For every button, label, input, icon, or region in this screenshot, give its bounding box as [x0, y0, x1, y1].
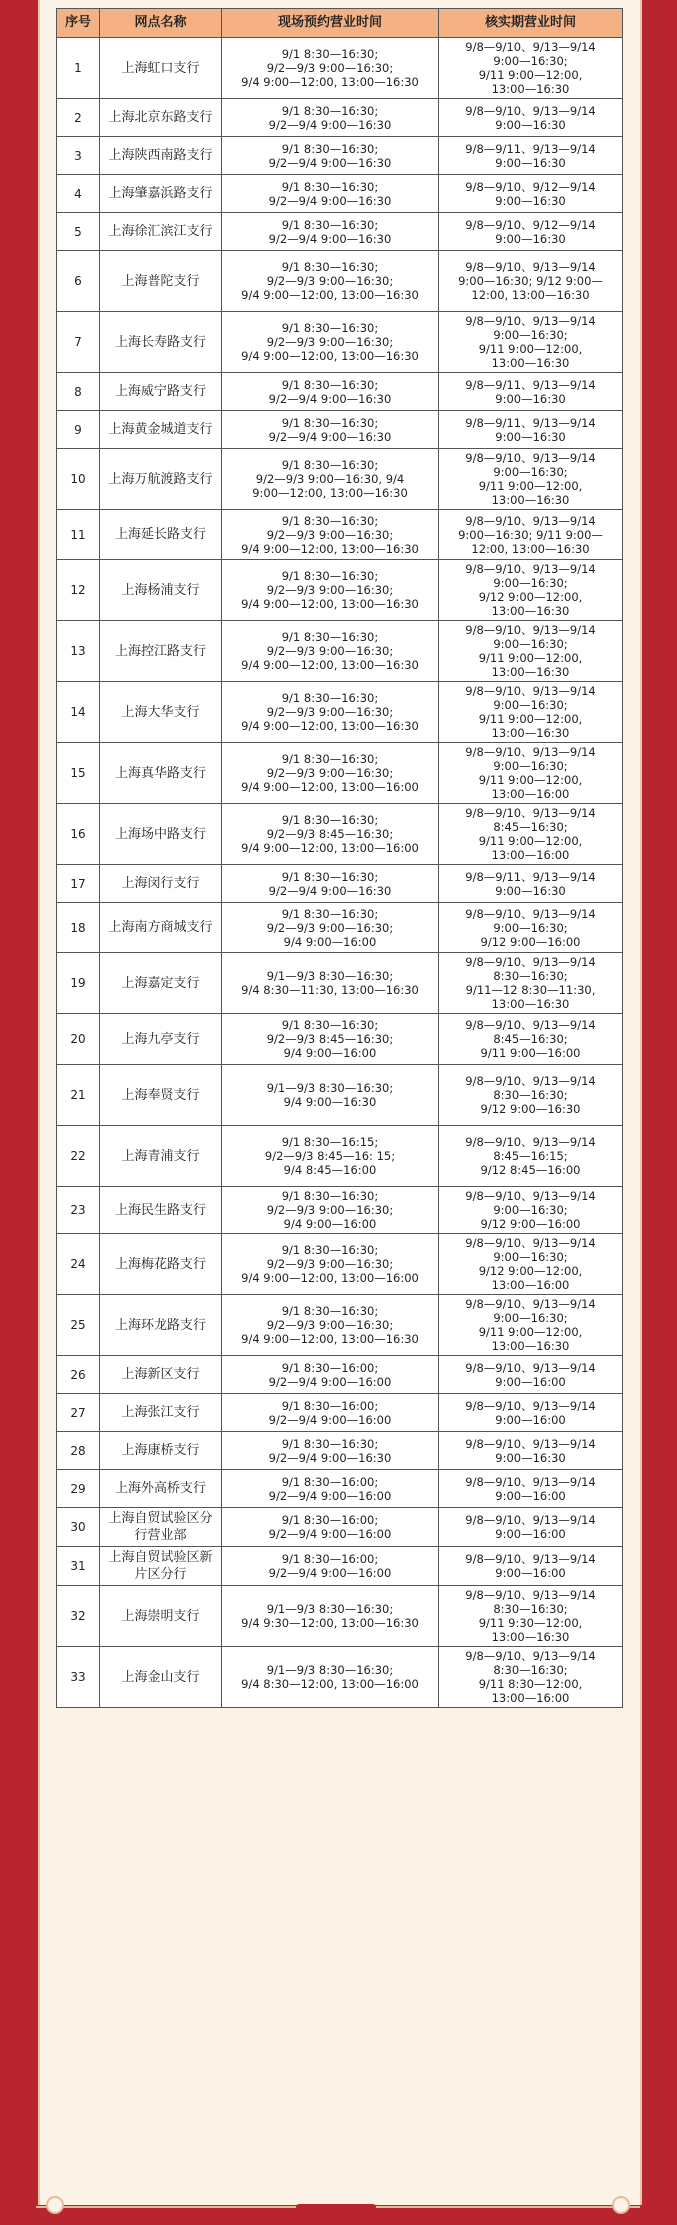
onsite-hours: 9/1 8:30—16:30; 9/2—9/3 9:00—16:30; 9/4 9:00—12:00, 13:00—16:00: [222, 743, 439, 804]
row-index: 6: [57, 251, 100, 312]
branch-name: 上海梅花路支行: [100, 1234, 222, 1295]
onsite-hours: 9/1 8:30—16:00; 9/2—9/4 9:00—16:00: [222, 1356, 439, 1394]
branch-name: 上海陕西南路支行: [100, 137, 222, 175]
verification-hours: 9/8—9/10、9/13—9/14 9:00—16:30; 9/11 9:00—12:00, 13:00—16:30: [439, 449, 623, 510]
table-row: [57, 137, 623, 175]
verification-hours: 9/8—9/10、9/13—9/14 9:00—16:30; 9/12 9:00—12:00, 13:00—16:00: [439, 1234, 623, 1295]
verification-hours: 9/8—9/10、9/13—9/14 9:00—16:30; 9/11 9:00—12:00, 13:00—16:30: [439, 621, 623, 682]
verification-hours: 9/8—9/10、9/12—9/14 9:00—16:30: [439, 175, 623, 213]
row-index: 19: [57, 953, 100, 1014]
branch-name: 上海万航渡路支行: [100, 449, 222, 510]
table-row: [57, 743, 623, 804]
branch-name: 上海南方商城支行: [100, 903, 222, 953]
branch-name: 上海杨浦支行: [100, 560, 222, 621]
table-row: [57, 1356, 623, 1394]
verification-hours: 9/8—9/10、9/13—9/14 9:00—16:00: [439, 1470, 623, 1508]
table-row: [57, 449, 623, 510]
branch-name: 上海九亭支行: [100, 1014, 222, 1065]
row-index: 7: [57, 312, 100, 373]
verification-hours: 9/8—9/10、9/13—9/14 8:30—16:30; 9/12 9:00—16:30: [439, 1065, 623, 1126]
table-row: [57, 510, 623, 560]
table-body: [57, 38, 623, 1708]
row-index: 14: [57, 682, 100, 743]
verification-hours: 9/8—9/10、9/13—9/14 9:00—16:30; 9/12 9:00—16:00: [439, 903, 623, 953]
right-curl-ornament: [612, 2196, 630, 2214]
row-index: 23: [57, 1187, 100, 1234]
onsite-hours: 9/1 8:30—16:30; 9/2—9/4 9:00—16:30: [222, 1432, 439, 1470]
onsite-hours: 9/1 8:30—16:30; 9/2—9/3 9:00—16:30; 9/4 9:00—12:00, 13:00—16:00: [222, 1234, 439, 1295]
verification-hours: 9/8—9/10、9/13—9/14 9:00—16:00: [439, 1547, 623, 1586]
branch-name: 上海大华支行: [100, 682, 222, 743]
onsite-hours: 9/1—9/3 8:30—16:30; 9/4 9:00—16:30: [222, 1065, 439, 1126]
onsite-hours: 9/1 8:30—16:00; 9/2—9/4 9:00—16:00: [222, 1394, 439, 1432]
onsite-hours: 9/1 8:30—16:30; 9/2—9/3 9:00—16:30; 9/4 9:00—12:00, 13:00—16:30: [222, 621, 439, 682]
row-index: 15: [57, 743, 100, 804]
row-index: 32: [57, 1586, 100, 1647]
verification-hours: 9/8—9/10、9/13—9/14 9:00—16:30; 9/12 9:00—16:00: [439, 1187, 623, 1234]
row-index: 27: [57, 1394, 100, 1432]
table-row: [57, 1065, 623, 1126]
header-index: 序号: [57, 9, 100, 38]
row-index: 11: [57, 510, 100, 560]
branch-name: 上海自贸试验区新片区分行: [100, 1547, 222, 1586]
branch-name: 上海普陀支行: [100, 251, 222, 312]
verification-hours: 9/8—9/10、9/13—9/14 9:00—16:30; 9/11 9:00— 12:00, 13:00—16:30: [439, 510, 623, 560]
onsite-hours: 9/1 8:30—16:30; 9/2—9/3 9:00—16:30; 9/4 9:00—16:00: [222, 1187, 439, 1234]
onsite-hours: 9/1 8:30—16:30; 9/2—9/3 9:00—16:30; 9/4 9:00—12:00, 13:00—16:30: [222, 560, 439, 621]
table-row: [57, 560, 623, 621]
row-index: 13: [57, 621, 100, 682]
header-onsite-hours: 现场预约营业时间: [222, 9, 439, 38]
table-row: [57, 682, 623, 743]
verification-hours: 9/8—9/10、9/13—9/14 9:00—16:00: [439, 1356, 623, 1394]
verification-hours: 9/8—9/10、9/13—9/14 9:00—16:00: [439, 1394, 623, 1432]
onsite-hours: 9/1—9/3 8:30—16:30; 9/4 8:30—12:00, 13:00—16:00: [222, 1647, 439, 1708]
row-index: 10: [57, 449, 100, 510]
branch-name: 上海环龙路支行: [100, 1295, 222, 1356]
row-index: 29: [57, 1470, 100, 1508]
verification-hours: 9/8—9/11、9/13—9/14 9:00—16:30: [439, 411, 623, 449]
branch-name: 上海外高桥支行: [100, 1470, 222, 1508]
verification-hours: 9/8—9/10、9/13—9/14 9:00—16:30: [439, 99, 623, 137]
row-index: 2: [57, 99, 100, 137]
row-index: 5: [57, 213, 100, 251]
branch-name: 上海自贸试验区分行营业部: [100, 1508, 222, 1547]
onsite-hours: 9/1 8:30—16:30; 9/2—9/3 9:00—16:30; 9/4 9:00—16:00: [222, 903, 439, 953]
row-index: 25: [57, 1295, 100, 1356]
row-index: 31: [57, 1547, 100, 1586]
onsite-hours: 9/1 8:30—16:30; 9/2—9/4 9:00—16:30: [222, 99, 439, 137]
branch-name: 上海虹口支行: [100, 38, 222, 99]
branch-name: 上海嘉定支行: [100, 953, 222, 1014]
verification-hours: 9/8—9/11、9/13—9/14 9:00—16:30: [439, 373, 623, 411]
branch-name: 上海肇嘉浜路支行: [100, 175, 222, 213]
onsite-hours: 9/1 8:30—16:30; 9/2—9/4 9:00—16:30: [222, 411, 439, 449]
verification-hours: 9/8—9/10、9/13—9/14 8:30—16:30; 9/11—12 8:30—11:30, 13:00—16:30: [439, 953, 623, 1014]
verification-hours: 9/8—9/10、9/13—9/14 9:00—16:30; 9/11 9:00—12:00, 13:00—16:30: [439, 682, 623, 743]
row-index: 26: [57, 1356, 100, 1394]
table-row: [57, 1508, 623, 1547]
verification-hours: 9/8—9/10、9/12—9/14 9:00—16:30: [439, 213, 623, 251]
onsite-hours: 9/1 8:30—16:30; 9/2—9/3 9:00—16:30; 9/4 9:00—12:00, 13:00—16:30: [222, 312, 439, 373]
verification-hours: 9/8—9/10、9/13—9/14 9:00—16:30; 9/11 9:00—12:00, 13:00—16:30: [439, 312, 623, 373]
branch-name: 上海控江路支行: [100, 621, 222, 682]
branch-name: 上海崇明支行: [100, 1586, 222, 1647]
onsite-hours: 9/1 8:30—16:30; 9/2—9/3 9:00—16:30; 9/4 9:00—12:00, 13:00—16:30: [222, 1295, 439, 1356]
branch-name: 上海金山支行: [100, 1647, 222, 1708]
branch-name: 上海青浦支行: [100, 1126, 222, 1187]
row-index: 17: [57, 865, 100, 903]
branch-name: 上海民生路支行: [100, 1187, 222, 1234]
verification-hours: 9/8—9/10、9/13—9/14 8:45—16:30; 9/11 9:00—12:00, 13:00—16:00: [439, 804, 623, 865]
onsite-hours: 9/1 8:30—16:30; 9/2—9/4 9:00—16:30: [222, 137, 439, 175]
table-row: [57, 804, 623, 865]
verification-hours: 9/8—9/11、9/13—9/14 9:00—16:30: [439, 865, 623, 903]
table-row: [57, 865, 623, 903]
branch-name: 上海黄金城道支行: [100, 411, 222, 449]
branch-name: 上海新区支行: [100, 1356, 222, 1394]
row-index: 9: [57, 411, 100, 449]
branch-name: 上海延长路支行: [100, 510, 222, 560]
row-index: 3: [57, 137, 100, 175]
verification-hours: 9/8—9/10、9/13—9/14 9:00—16:30; 9/11 9:00—12:00, 13:00—16:30: [439, 1295, 623, 1356]
branch-name: 上海奉贤支行: [100, 1065, 222, 1126]
row-index: 1: [57, 38, 100, 99]
table-row: [57, 213, 623, 251]
verification-hours: 9/8—9/10、9/13—9/14 8:45—16:15; 9/12 8:45—16:00: [439, 1126, 623, 1187]
row-index: 30: [57, 1508, 100, 1547]
table-row: [57, 373, 623, 411]
onsite-hours: 9/1 8:30—16:00; 9/2—9/4 9:00—16:00: [222, 1508, 439, 1547]
table-row: [57, 903, 623, 953]
verification-hours: 9/8—9/10、9/13—9/14 8:30—16:30; 9/11 9:30—12:00, 13:00—16:30: [439, 1586, 623, 1647]
onsite-hours: 9/1 8:30—16:00; 9/2—9/4 9:00—16:00: [222, 1547, 439, 1586]
onsite-hours: 9/1—9/3 8:30—16:30; 9/4 8:30—11:30, 13:00—16:30: [222, 953, 439, 1014]
verification-hours: 9/8—9/10、9/13—9/14 8:30—16:30; 9/11 8:30—12:00, 13:00—16:00: [439, 1647, 623, 1708]
table-row: [57, 312, 623, 373]
table-row: [57, 1295, 623, 1356]
branch-name: 上海徐汇滨江支行: [100, 213, 222, 251]
branch-name: 上海真华路支行: [100, 743, 222, 804]
row-index: 22: [57, 1126, 100, 1187]
verification-hours: 9/8—9/10、9/13—9/14 9:00—16:30; 9/11 9:00—12:00, 13:00—16:30: [439, 38, 623, 99]
table-row: [57, 251, 623, 312]
table-row: [57, 1470, 623, 1508]
row-index: 33: [57, 1647, 100, 1708]
row-index: 16: [57, 804, 100, 865]
table-row: [57, 1126, 623, 1187]
table-row: [57, 953, 623, 1014]
table-row: [57, 411, 623, 449]
row-index: 12: [57, 560, 100, 621]
onsite-hours: 9/1 8:30—16:30; 9/2—9/3 9:00—16:30; 9/4 9:00—12:00, 13:00—16:30: [222, 251, 439, 312]
onsite-hours: 9/1 8:30—16:30; 9/2—9/4 9:00—16:30: [222, 865, 439, 903]
verification-hours: 9/8—9/11、9/13—9/14 9:00—16:30: [439, 137, 623, 175]
table-row: [57, 1432, 623, 1470]
row-index: 21: [57, 1065, 100, 1126]
bottom-ornament: [36, 2192, 640, 2208]
verification-hours: 9/8—9/10、9/13—9/14 9:00—16:30; 9/11 9:00—12:00, 13:00—16:00: [439, 743, 623, 804]
onsite-hours: 9/1 8:30—16:30; 9/2—9/3 9:00—16:30, 9/4 9:00—12:00, 13:00—16:30: [222, 449, 439, 510]
left-curl-ornament: [46, 2196, 64, 2214]
branch-name: 上海康桥支行: [100, 1432, 222, 1470]
table-header-row: [57, 9, 623, 38]
table-row: [57, 1014, 623, 1065]
onsite-hours: 9/1 8:30—16:30; 9/2—9/4 9:00—16:30: [222, 373, 439, 411]
onsite-hours: 9/1 8:30—16:30; 9/2—9/4 9:00—16:30: [222, 213, 439, 251]
branch-name: 上海长寿路支行: [100, 312, 222, 373]
onsite-hours: 9/1 8:30—16:30; 9/2—9/3 9:00—16:30; 9/4 9:00—12:00, 13:00—16:30: [222, 682, 439, 743]
table-row: [57, 1234, 623, 1295]
onsite-hours: 9/1 8:30—16:30; 9/2—9/3 8:45—16:30; 9/4 9:00—12:00, 13:00—16:00: [222, 804, 439, 865]
onsite-hours: 9/1 8:30—16:00; 9/2—9/4 9:00—16:00: [222, 1470, 439, 1508]
verification-hours: 9/8—9/10、9/13—9/14 9:00—16:00: [439, 1508, 623, 1547]
table-row: [57, 1187, 623, 1234]
table-row: [57, 1586, 623, 1647]
row-index: 18: [57, 903, 100, 953]
branch-name: 上海北京东路支行: [100, 99, 222, 137]
verification-hours: 9/8—9/10、9/13—9/14 9:00—16:30; 9/12 9:00— 12:00, 13:00—16:30: [439, 251, 623, 312]
table-row: [57, 1394, 623, 1432]
header-branch-name: 网点名称: [100, 9, 222, 38]
onsite-hours: 9/1 8:30—16:30; 9/2—9/4 9:00—16:30: [222, 175, 439, 213]
branch-name: 上海闵行支行: [100, 865, 222, 903]
verification-hours: 9/8—9/10、9/13—9/14 9:00—16:30: [439, 1432, 623, 1470]
branch-hours-table: [56, 8, 623, 1708]
onsite-hours: 9/1 8:30—16:15; 9/2—9/3 8:45—16: 15; 9/4 8:45—16:00: [222, 1126, 439, 1187]
row-index: 20: [57, 1014, 100, 1065]
verification-hours: 9/8—9/10、9/13—9/14 9:00—16:30; 9/12 9:00—12:00, 13:00—16:30: [439, 560, 623, 621]
table-row: [57, 38, 623, 99]
onsite-hours: 9/1 8:30—16:30; 9/2—9/3 8:45—16:30; 9/4 9:00—16:00: [222, 1014, 439, 1065]
row-index: 4: [57, 175, 100, 213]
onsite-hours: 9/1 8:30—16:30; 9/2—9/3 9:00—16:30; 9/4 9:00—12:00, 13:00—16:30: [222, 510, 439, 560]
table-row: [57, 1647, 623, 1708]
header-verification-hours: 核实期营业时间: [439, 9, 623, 38]
branch-name: 上海张江支行: [100, 1394, 222, 1432]
row-index: 24: [57, 1234, 100, 1295]
row-index: 28: [57, 1432, 100, 1470]
branch-name: 上海威宁路支行: [100, 373, 222, 411]
row-index: 8: [57, 373, 100, 411]
table-row: [57, 1547, 623, 1586]
branch-name: 上海场中路支行: [100, 804, 222, 865]
table-row: [57, 621, 623, 682]
onsite-hours: 9/1 8:30—16:30; 9/2—9/3 9:00—16:30; 9/4 9:00—12:00, 13:00—16:30: [222, 38, 439, 99]
onsite-hours: 9/1—9/3 8:30—16:30; 9/4 9:30—12:00, 13:00—16:30: [222, 1586, 439, 1647]
center-ribbon-ornament: [296, 2204, 376, 2210]
verification-hours: 9/8—9/10、9/13—9/14 8:45—16:30; 9/11 9:00—16:00: [439, 1014, 623, 1065]
table-row: [57, 99, 623, 137]
table-row: [57, 175, 623, 213]
